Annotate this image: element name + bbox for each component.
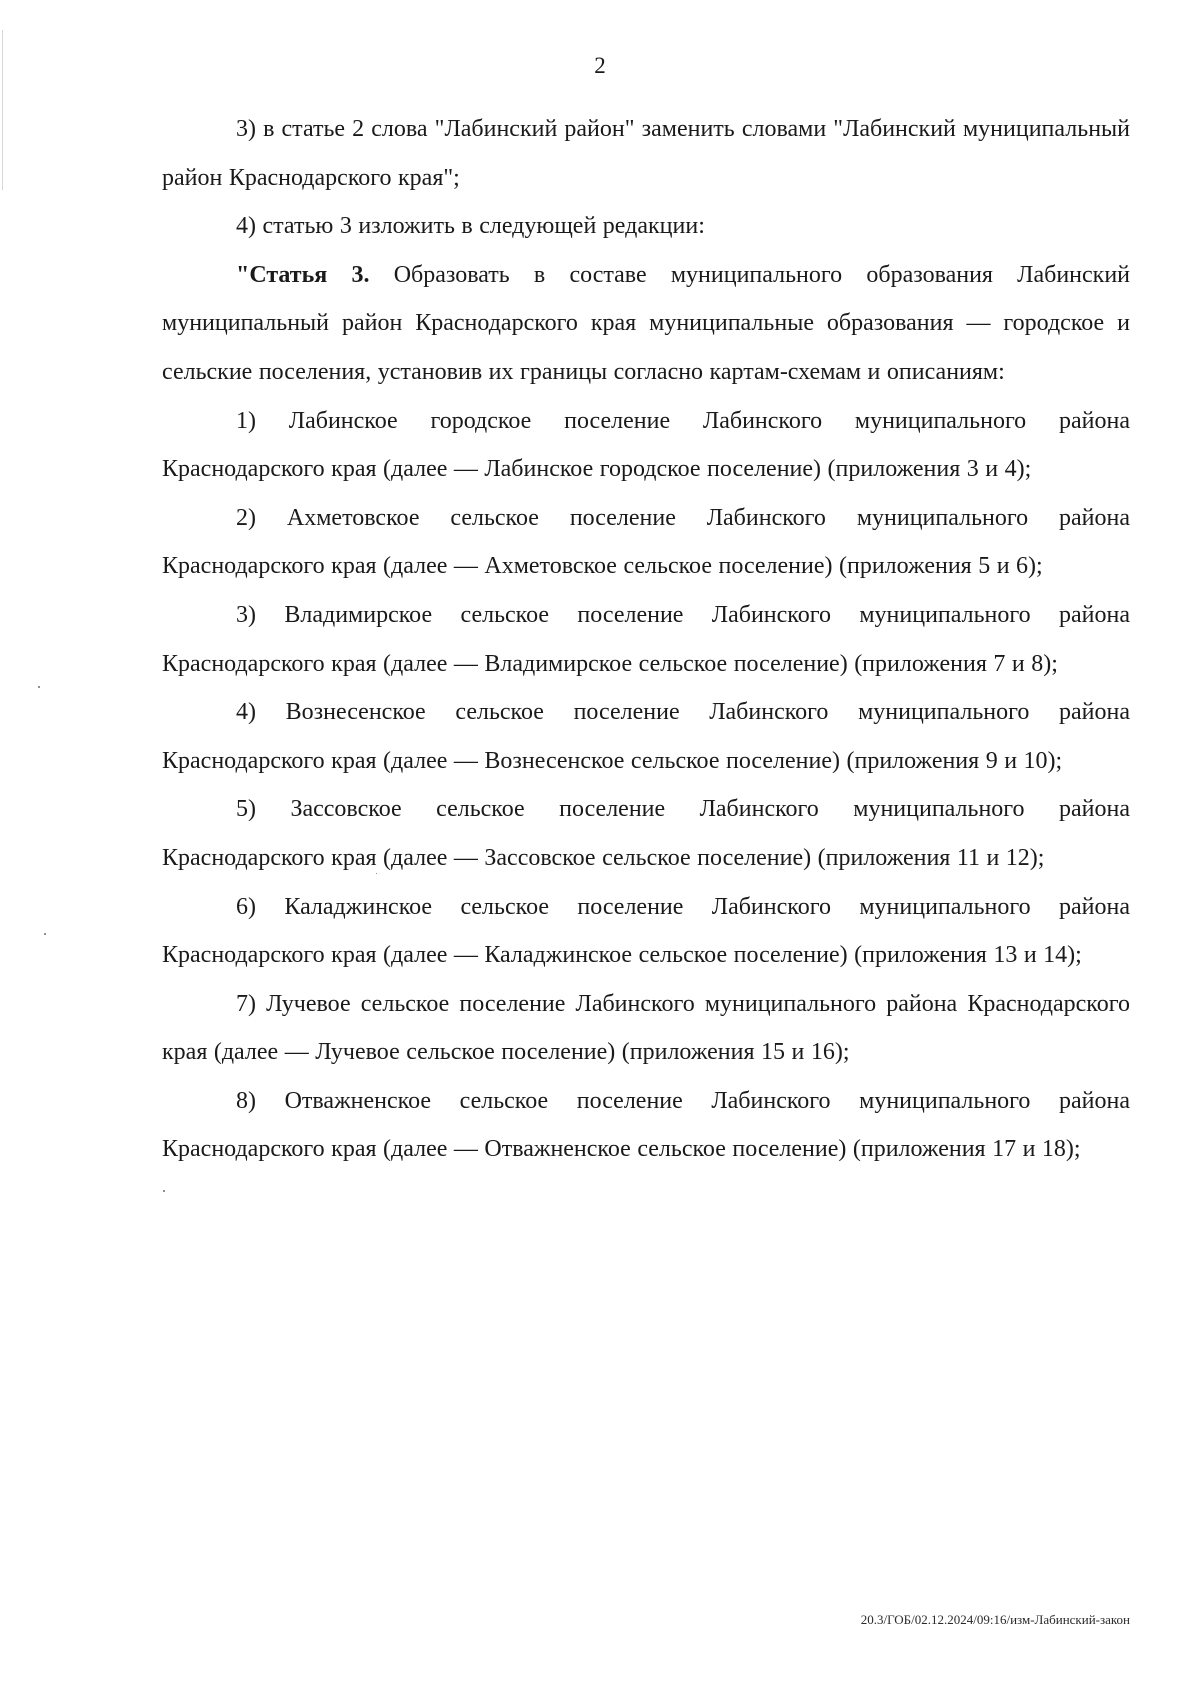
settlement-item-5: 5) Зассовское сельское поселение Лабинского муниципального района Краснодарского края (далее — Зассовское сельское поселение) (приложения 11 и 12); (162, 796, 1130, 871)
scan-speck (38, 686, 40, 688)
settlement-item-3: 3) Владимирское сельское поселение Лабинского муниципального района Краснодарского края (далее — Владимирское сельское поселение) (приложения 7 и 8); (162, 601, 1130, 677)
article-3-heading: "Статья 3. (236, 261, 370, 288)
settlement-item-8: 8) Отважненское сельское поселение Лабинского муниципального района Краснодарского края (далее — Отважненское сельское поселение) (приложения 17 и 18); (162, 1087, 1130, 1163)
article-3-intro (162, 251, 1130, 397)
document-footer-id: 20.3/ГОБ/02.12.2024/09:16/изм-Лабинский-закон (860, 1612, 1130, 1627)
settlement-item-7: 7) Лучевое сельское поселение Лабинского муниципального района Краснодарского края (далее — Лучевое сельское поселение) (приложения 15 и 16); (162, 990, 1130, 1066)
settlement-item-6: 6) Каладжинское сельское поселение Лабинского муниципального района Краснодарского края (далее — Каладжинское сельское поселение) (приложения 13 и 14); (162, 893, 1130, 969)
settlement-item-4: 4) Вознесенское сельское поселение Лабинского муниципального района Краснодарского края (далее — Вознесенское сельское поселение) (приложения 9 и 10); (162, 699, 1130, 774)
settlement-item-1: 1) Лабинское городское поселение Лабинского муниципального района Краснодарского края (далее — Лабинское городское поселение) (приложения 3 и 4); (162, 407, 1130, 483)
article-3-text: Образовать в составе муниципального образования Лабинский муниципальный район Краснодарского края муниципальные образования — городское и сельские поселения, установив их границы согласно картам-схемам и описаниям: (162, 261, 1131, 385)
amendment-item-4: 4) статью 3 изложить в следующей редакции: (236, 213, 705, 240)
scan-speck (44, 933, 46, 935)
amendment-item-3: 3) в статье 2 слова "Лабинский район" заменить словами "Лабинский муниципальный район Краснодарского края"; (162, 116, 1130, 191)
page-number: 2 (594, 53, 606, 78)
settlement-item-2: 2) Ахметовское сельское поселение Лабинского муниципального района Краснодарского края (далее — Ахметовское сельское поселение) (приложения 5 и 6); (162, 504, 1130, 580)
document-body (162, 105, 1130, 1174)
scan-speck (163, 1190, 165, 1192)
